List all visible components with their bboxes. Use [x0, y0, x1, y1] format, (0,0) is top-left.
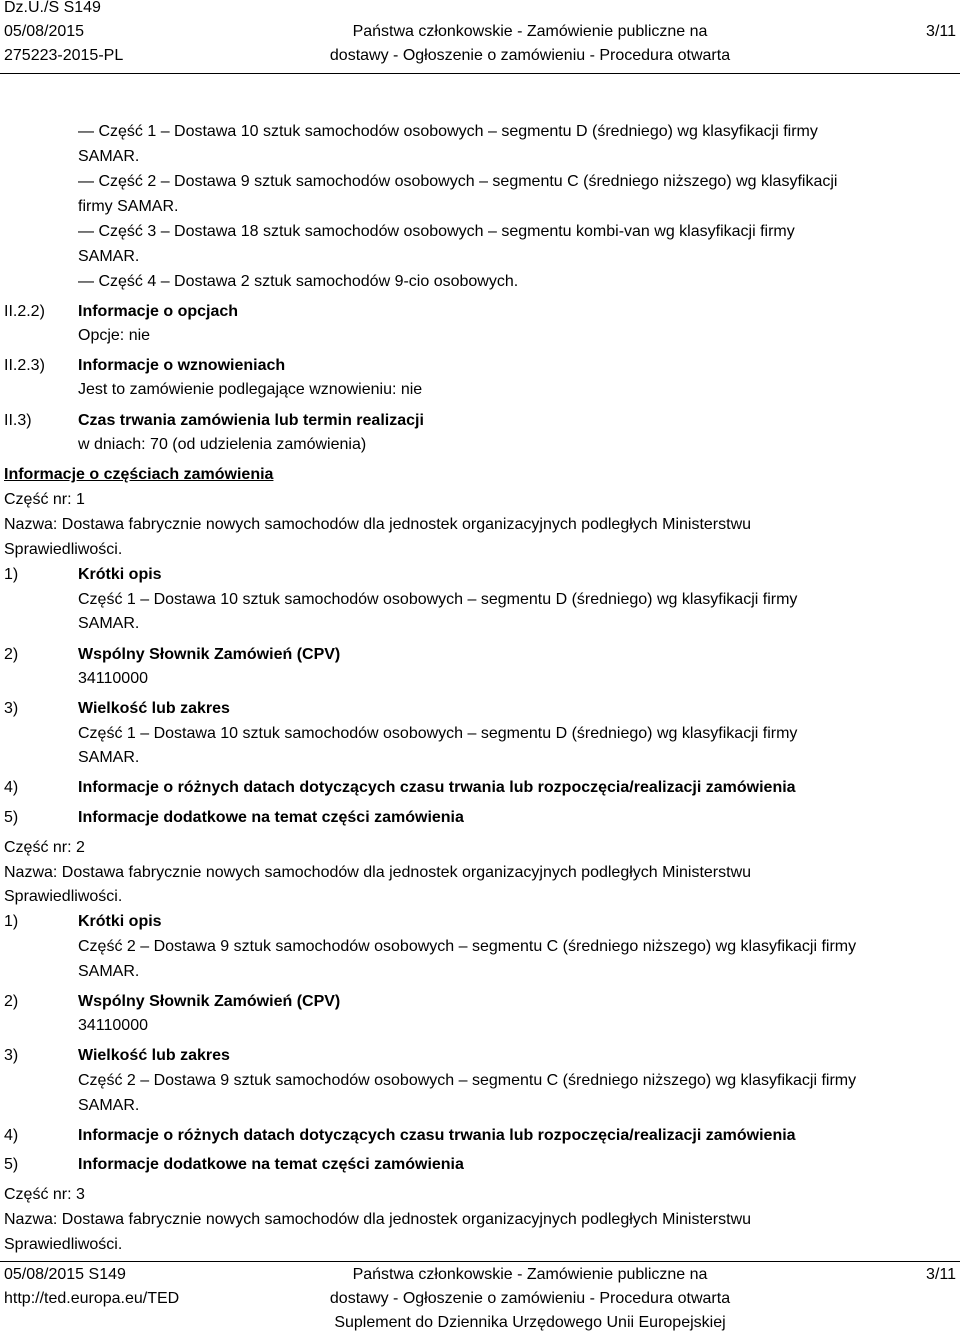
item-number: 3)	[4, 1047, 19, 1064]
item-title: Krótki opis	[78, 913, 162, 930]
footer-divider	[0, 1261, 960, 1262]
item-title: Wielkość lub zakres	[78, 700, 230, 717]
summary-line: firmy SAMAR.	[78, 198, 179, 215]
section-text: Jest to zamówienie podlegające wznowieniu: nie	[78, 381, 423, 398]
summary-line: SAMAR.	[78, 148, 140, 165]
item-number: 5)	[4, 809, 19, 826]
section-title: Informacje o opcjach	[78, 303, 239, 320]
item-title: Wspólny Słownik Zamówień (CPV)	[78, 993, 341, 1010]
footer-url[interactable]: http://ted.europa.eu/TED	[4, 1290, 180, 1307]
summary-line: — Część 4 – Dostawa 2 sztuk samochodów 9-cio osobowych.	[78, 273, 519, 290]
footer-supplement: Suplement do Dziennika Urzędowego Unii Europejskiej	[334, 1314, 726, 1331]
part-name-line: Sprawiedliwości.	[4, 888, 123, 905]
item-number: 1)	[4, 913, 19, 930]
section-text: Opcje: nie	[78, 327, 151, 344]
header-journal-ref: Dz.U./S S149	[4, 0, 101, 16]
item-text: SAMAR.	[78, 963, 140, 980]
part-number: Część nr: 2	[4, 839, 85, 856]
item-text: SAMAR.	[78, 1097, 140, 1114]
parts-heading: Informacje o częściach zamówienia	[4, 466, 274, 483]
item-text: SAMAR.	[78, 749, 140, 766]
item-text: Część 2 – Dostawa 9 sztuk samochodów osobowych – segmentu C (średniego niższego) wg klasyfikacji firmy	[78, 1072, 857, 1089]
cpv-code: 34110000	[78, 1017, 148, 1034]
section-number: II.2.3)	[4, 357, 45, 374]
cpv-code: 34110000	[78, 670, 148, 687]
item-number: 4)	[4, 1127, 19, 1144]
item-title: Informacje o różnych datach dotyczących czasu trwania lub rozpoczęcia/realizacji zamówienia	[78, 779, 796, 796]
part-name-line: Nazwa: Dostawa fabrycznie nowych samochodów dla jednostek organizacyjnych podległych Ministerstwu	[4, 1211, 752, 1228]
section-title: Informacje o wznowieniach	[78, 357, 286, 374]
section-number: II.3)	[4, 412, 32, 429]
item-title: Informacje dodatkowe na temat części zamówienia	[78, 1156, 464, 1173]
section-text: w dniach: 70 (od udzielenia zamówienia)	[78, 436, 367, 453]
section-number: II.2.2)	[4, 303, 45, 320]
part-number: Część nr: 1	[4, 491, 85, 508]
item-text: SAMAR.	[78, 615, 140, 632]
part-number: Część nr: 3	[4, 1186, 85, 1203]
header-page-number: 3/11	[926, 23, 956, 40]
item-title: Krótki opis	[78, 566, 162, 583]
header-title-line1: Państwa członkowskie - Zamówienie publiczne na	[352, 23, 708, 40]
footer-title-line2: dostawy - Ogłoszenie o zamówieniu - Procedura otwarta	[329, 1290, 731, 1307]
item-number: 5)	[4, 1156, 19, 1173]
summary-line: — Część 3 – Dostawa 18 sztuk samochodów osobowych – segmentu kombi-van wg klasyfikacji firmy	[78, 223, 795, 240]
header-divider	[0, 73, 960, 74]
footer-title-line1: Państwa członkowskie - Zamówienie publiczne na	[352, 1266, 708, 1283]
section-title: Czas trwania zamówienia lub termin realizacji	[78, 412, 424, 429]
item-number: 3)	[4, 700, 19, 717]
summary-line: SAMAR.	[78, 248, 140, 265]
part-name-line: Sprawiedliwości.	[4, 1236, 123, 1253]
item-text: Część 2 – Dostawa 9 sztuk samochodów osobowych – segmentu C (średniego niższego) wg klasyfikacji firmy	[78, 938, 857, 955]
item-title: Informacje dodatkowe na temat części zamówienia	[78, 809, 464, 826]
item-title: Wspólny Słownik Zamówień (CPV)	[78, 646, 341, 663]
item-number: 1)	[4, 566, 19, 583]
summary-line: — Część 1 – Dostawa 10 sztuk samochodów osobowych – segmentu D (średniego) wg klasyfikacji firmy	[78, 123, 818, 140]
item-title: Wielkość lub zakres	[78, 1047, 230, 1064]
part-name-line: Nazwa: Dostawa fabrycznie nowych samochodów dla jednostek organizacyjnych podległych Ministerstwu	[4, 516, 752, 533]
item-text: Część 1 – Dostawa 10 sztuk samochodów osobowych – segmentu D (średniego) wg klasyfikacji firmy	[78, 725, 798, 742]
part-name-line: Sprawiedliwości.	[4, 541, 123, 558]
footer-page-number: 3/11	[926, 1266, 956, 1283]
part-name-line: Nazwa: Dostawa fabrycznie nowych samochodów dla jednostek organizacyjnych podległych Ministerstwu	[4, 864, 752, 881]
summary-line: — Część 2 – Dostawa 9 sztuk samochodów osobowych – segmentu C (średniego niższego) wg klasyfikacji	[78, 173, 838, 190]
item-number: 2)	[4, 993, 19, 1010]
item-number: 2)	[4, 646, 19, 663]
footer-issue: 05/08/2015 S149	[4, 1266, 126, 1283]
header-date: 05/08/2015	[4, 23, 85, 40]
item-number: 4)	[4, 779, 19, 796]
item-text: Część 1 – Dostawa 10 sztuk samochodów osobowych – segmentu D (średniego) wg klasyfikacji firmy	[78, 591, 798, 608]
header-title-line2: dostawy - Ogłoszenie o zamówieniu - Procedura otwarta	[329, 47, 731, 64]
item-title: Informacje o różnych datach dotyczących czasu trwania lub rozpoczęcia/realizacji zamówienia	[78, 1127, 796, 1144]
header-notice-id: 275223-2015-PL	[4, 47, 124, 64]
